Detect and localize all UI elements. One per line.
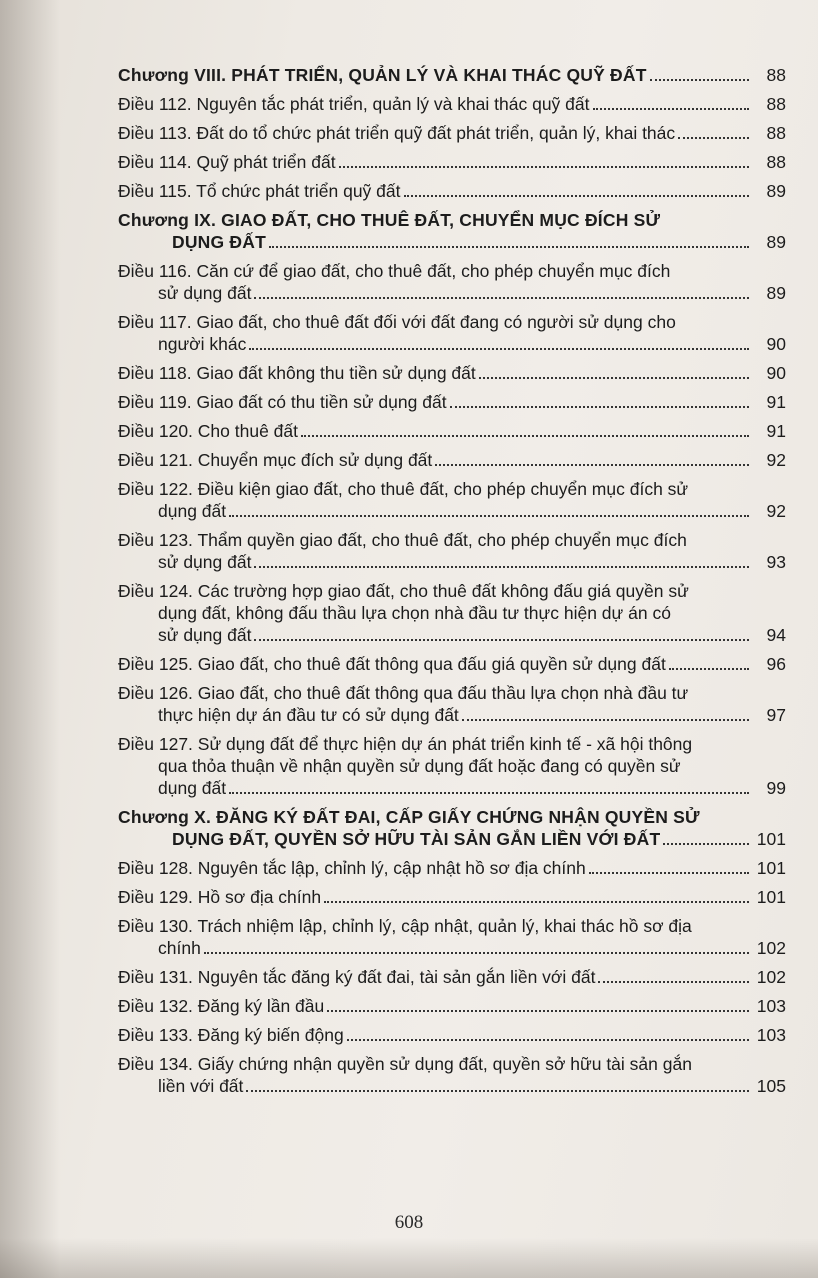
- toc-page-number: 103: [756, 1025, 786, 1045]
- toc-article-entry: [118, 580, 786, 646]
- toc-page-number: 89: [766, 283, 786, 303]
- dot-leader: [678, 137, 749, 139]
- toc-entry-line: [118, 937, 752, 959]
- toc-entry-line: [118, 551, 752, 573]
- toc-page-number: 88: [766, 94, 786, 114]
- dot-leader: [435, 464, 749, 466]
- toc-page-number: 89: [766, 181, 786, 201]
- toc-entry-line: [118, 260, 752, 282]
- toc-article-entry: [118, 93, 786, 115]
- dot-leader: [254, 639, 749, 641]
- toc-page-number: 92: [766, 501, 786, 521]
- toc-entry-line: [118, 602, 752, 624]
- toc-entry-line-text: Điều 133. Đăng ký biến động: [118, 1025, 344, 1045]
- toc-entry-text: [118, 966, 752, 988]
- dot-leader: [593, 108, 749, 110]
- toc-entry-text: [118, 122, 752, 144]
- toc-page-number: 89: [766, 232, 786, 252]
- toc-entry-line-text: Điều 128. Nguyên tắc lập, chỉnh lý, cập nhật hồ sơ địa chính: [118, 858, 586, 878]
- toc-entry-line: [118, 420, 752, 442]
- toc-entry-text: [118, 209, 752, 253]
- dot-leader: [269, 246, 749, 248]
- toc-entry-line-text: Điều 119. Giao đất có thu tiền sử dụng đất: [118, 392, 447, 412]
- dot-leader: [663, 843, 749, 845]
- dot-leader: [254, 297, 749, 299]
- toc-entry-line: [118, 151, 752, 173]
- toc-entry-line-text: Điều 132. Đăng ký lần đầu: [118, 996, 325, 1016]
- dot-leader: [650, 79, 749, 81]
- toc-page-number: 91: [766, 421, 786, 441]
- toc-entry-line-text: Điều 121. Chuyển mục đích sử dụng đất: [118, 450, 433, 470]
- dot-leader: [347, 1039, 749, 1041]
- toc-entry-text: [118, 915, 752, 959]
- toc-entry-line-text: DỤNG ĐẤT, QUYỀN SỞ HỮU TÀI SẢN GẮN LIỀN VỚI ĐẤT: [172, 829, 661, 849]
- toc-article-entry: [118, 886, 786, 908]
- toc-entry-text: [118, 391, 752, 413]
- toc-entry-line: [118, 995, 752, 1017]
- toc-entry-line: [118, 915, 752, 937]
- toc-page-number: 90: [766, 334, 786, 354]
- toc-entry-line: [118, 777, 752, 799]
- toc-entry-line-text: dụng đất, không đấu thầu lựa chọn nhà đầu tư thực hiện dự án có: [158, 603, 671, 623]
- toc-article-entry: [118, 733, 786, 799]
- toc-article-entry: [118, 653, 786, 675]
- toc-entry-line: [118, 886, 752, 908]
- toc-entry-text: [118, 362, 752, 384]
- toc-entry-line-text: dụng đất: [158, 501, 227, 521]
- toc-article-entry: [118, 449, 786, 471]
- toc-entry-line: [118, 231, 752, 253]
- toc-entry-line-text: Chương X. ĐĂNG KÝ ĐẤT ĐAI, CẤP GIẤY CHỨNG NHẬN QUYỀN SỬ: [118, 807, 700, 827]
- toc-entry-line-text: Điều 116. Căn cứ để giao đất, cho thuê đất, cho phép chuyển mục đích: [118, 261, 671, 281]
- toc-entry-line-text: sử dụng đất: [158, 625, 252, 645]
- toc-entry-line-text: Điều 112. Nguyên tắc phát triển, quản lý và khai thác quỹ đất: [118, 94, 590, 114]
- page-number: 608: [394, 1212, 424, 1233]
- toc-entry-line-text: Điều 131. Nguyên tắc đăng ký đất đai, tài sản gắn liền với đất: [118, 967, 596, 987]
- toc-entry-line-text: Điều 120. Cho thuê đất: [118, 421, 298, 441]
- toc-entry-line: [118, 755, 752, 777]
- toc-entry-text: [118, 806, 752, 850]
- toc-entry-line-text: Điều 117. Giao đất, cho thuê đất đối với đất đang có người sử dụng cho: [118, 312, 676, 332]
- toc-entry-line: [118, 93, 752, 115]
- toc-entry-line: [118, 806, 752, 828]
- toc-entry-text: [118, 1024, 752, 1046]
- toc-page-number: 88: [766, 152, 786, 172]
- dot-leader: [204, 952, 749, 954]
- toc-entry-line: [118, 682, 752, 704]
- toc-entry-line: [118, 311, 752, 333]
- toc-entry-line-text: thực hiện dự án đầu tư có sử dụng đất: [158, 705, 459, 725]
- toc-entry-line: [118, 1053, 752, 1075]
- dot-leader: [589, 872, 749, 874]
- toc-article-entry: [118, 1024, 786, 1046]
- toc-entry-text: [118, 580, 752, 646]
- toc-entry-line: [118, 362, 752, 384]
- toc-entry-text: [118, 64, 752, 86]
- toc-entry-text: [118, 682, 752, 726]
- toc-article-entry: [118, 362, 786, 384]
- toc-entry-line: [118, 122, 752, 144]
- toc-entry-text: [118, 93, 752, 115]
- toc-entry-line-text: dụng đất: [158, 778, 227, 798]
- toc-article-entry: [118, 311, 786, 355]
- table-of-contents: [118, 64, 786, 1104]
- toc-entry-line-text: Điều 124. Các trường hợp giao đất, cho thuê đất không đấu giá quyền sử: [118, 581, 689, 601]
- toc-entry-text: [118, 1053, 752, 1097]
- dot-leader: [598, 981, 749, 983]
- dot-leader: [339, 166, 749, 168]
- toc-entry-line: [118, 828, 752, 850]
- toc-entry-line-text: Điều 113. Đất do tổ chức phát triển quỹ đất phát triển, quản lý, khai thác: [118, 123, 676, 143]
- toc-entry-line-text: Chương IX. GIAO ĐẤT, CHO THUÊ ĐẤT, CHUYỂN MỤC ĐÍCH SỬ: [118, 210, 661, 230]
- toc-entry-line: [118, 500, 752, 522]
- toc-entry-line: [118, 624, 752, 646]
- dot-leader: [450, 406, 749, 408]
- toc-entry-line-text: DỤNG ĐẤT: [172, 232, 266, 252]
- dot-leader: [669, 668, 749, 670]
- toc-page-number: 99: [766, 778, 786, 798]
- page-shadow-bottom: [0, 1238, 818, 1278]
- toc-entry-line: [118, 1024, 752, 1046]
- dot-leader: [404, 195, 750, 197]
- toc-page-number: 101: [756, 858, 786, 878]
- toc-page-number: 88: [766, 123, 786, 143]
- toc-entry-line-text: Điều 118. Giao đất không thu tiền sử dụng đất: [118, 363, 476, 383]
- toc-article-entry: [118, 995, 786, 1017]
- toc-page-number: 102: [756, 938, 786, 958]
- toc-article-entry: [118, 122, 786, 144]
- toc-entry-line: [118, 209, 752, 231]
- toc-chapter-entry: [118, 64, 786, 86]
- toc-chapter-entry: [118, 806, 786, 850]
- dot-leader: [229, 792, 749, 794]
- toc-article-entry: [118, 915, 786, 959]
- toc-entry-text: [118, 151, 752, 173]
- toc-entry-line-text: Điều 123. Thẩm quyền giao đất, cho thuê đất, cho phép chuyển mục đích: [118, 530, 687, 550]
- page-shadow-left: [0, 0, 60, 1278]
- toc-entry-text: [118, 857, 752, 879]
- dot-leader: [249, 348, 749, 350]
- toc-entry-line-text: Điều 122. Điều kiện giao đất, cho thuê đất, cho phép chuyển mục đích sử: [118, 479, 689, 499]
- toc-page-number: 93: [766, 552, 786, 572]
- toc-entry-line: [118, 653, 752, 675]
- toc-entry-text: [118, 260, 752, 304]
- toc-entry-line: [118, 733, 752, 755]
- toc-entry-line: [118, 64, 752, 86]
- toc-page-number: 94: [766, 625, 786, 645]
- toc-entry-text: [118, 995, 752, 1017]
- toc-article-entry: [118, 529, 786, 573]
- toc-entry-text: [118, 886, 752, 908]
- toc-article-entry: [118, 966, 786, 988]
- toc-entry-line: [118, 580, 752, 602]
- toc-article-entry: [118, 682, 786, 726]
- toc-page-number: 101: [756, 829, 786, 849]
- dot-leader: [327, 1010, 749, 1012]
- dot-leader: [246, 1090, 749, 1092]
- toc-entry-line-text: qua thỏa thuận về nhận quyền sử dụng đất hoặc đang có quyền sử: [158, 756, 681, 776]
- toc-chapter-entry: [118, 209, 786, 253]
- toc-entry-line-text: Điều 130. Trách nhiệm lập, chỉnh lý, cập nhật, quản lý, khai thác hồ sơ địa: [118, 916, 692, 936]
- toc-entry-line: [118, 478, 752, 500]
- toc-article-entry: [118, 151, 786, 173]
- toc-entry-line-text: sử dụng đất: [158, 552, 252, 572]
- toc-entry-line-text: liền với đất: [158, 1076, 244, 1096]
- toc-article-entry: [118, 1053, 786, 1097]
- toc-entry-line-text: Điều 114. Quỹ phát triển đất: [118, 152, 336, 172]
- toc-entry-text: [118, 180, 752, 202]
- toc-page-number: 88: [766, 65, 786, 85]
- toc-article-entry: [118, 180, 786, 202]
- toc-entry-line-text: Điều 129. Hồ sơ địa chính: [118, 887, 322, 907]
- toc-page-number: 92: [766, 450, 786, 470]
- toc-entry-text: [118, 478, 752, 522]
- toc-entry-line-text: Chương VIII. PHÁT TRIỂN, QUẢN LÝ VÀ KHAI THÁC QUỸ ĐẤT: [118, 65, 647, 85]
- toc-entry-line-text: Điều 127. Sử dụng đất để thực hiện dự án phát triển kinh tế - xã hội thông: [118, 734, 693, 754]
- dot-leader: [462, 719, 749, 721]
- toc-page-number: 91: [766, 392, 786, 412]
- toc-entry-text: [118, 420, 752, 442]
- toc-entry-text: [118, 529, 752, 573]
- toc-entry-line-text: người khác: [158, 334, 247, 354]
- toc-entry-line: [118, 449, 752, 471]
- toc-article-entry: [118, 420, 786, 442]
- toc-entry-line-text: Điều 126. Giao đất, cho thuê đất thông qua đấu thầu lựa chọn nhà đầu tư: [118, 683, 689, 703]
- toc-page-number: 105: [756, 1076, 786, 1096]
- dot-leader: [479, 377, 749, 379]
- toc-page-number: 90: [766, 363, 786, 383]
- toc-entry-line: [118, 704, 752, 726]
- toc-article-entry: [118, 478, 786, 522]
- toc-page-number: 97: [766, 705, 786, 725]
- toc-entry-text: [118, 733, 752, 799]
- toc-entry-line: [118, 966, 752, 988]
- toc-page-number: 102: [756, 967, 786, 987]
- toc-entry-line-text: Điều 125. Giao đất, cho thuê đất thông qua đấu giá quyền sử dụng đất: [118, 654, 666, 674]
- toc-entry-line-text: Điều 134. Giấy chứng nhận quyền sử dụng đất, quyền sở hữu tài sản gắn: [118, 1054, 692, 1074]
- toc-article-entry: [118, 391, 786, 413]
- toc-entry-line-text: Điều 115. Tổ chức phát triển quỹ đất: [118, 181, 401, 201]
- dot-leader: [254, 566, 749, 568]
- toc-entry-line: [118, 333, 752, 355]
- toc-page-number: 103: [756, 996, 786, 1016]
- toc-entry-line: [118, 529, 752, 551]
- toc-entry-line: [118, 391, 752, 413]
- toc-page-number: 101: [756, 887, 786, 907]
- dot-leader: [229, 515, 749, 517]
- toc-entry-line: [118, 857, 752, 879]
- toc-entry-text: [118, 653, 752, 675]
- toc-entry-line: [118, 180, 752, 202]
- toc-entry-text: [118, 311, 752, 355]
- toc-entry-line-text: sử dụng đất: [158, 283, 252, 303]
- toc-page-number: 96: [766, 654, 786, 674]
- toc-article-entry: [118, 857, 786, 879]
- dot-leader: [301, 435, 749, 437]
- toc-entry-line: [118, 282, 752, 304]
- toc-article-entry: [118, 260, 786, 304]
- toc-entry-text: [118, 449, 752, 471]
- toc-entry-line-text: chính: [158, 938, 201, 958]
- dot-leader: [324, 901, 749, 903]
- toc-entry-line: [118, 1075, 752, 1097]
